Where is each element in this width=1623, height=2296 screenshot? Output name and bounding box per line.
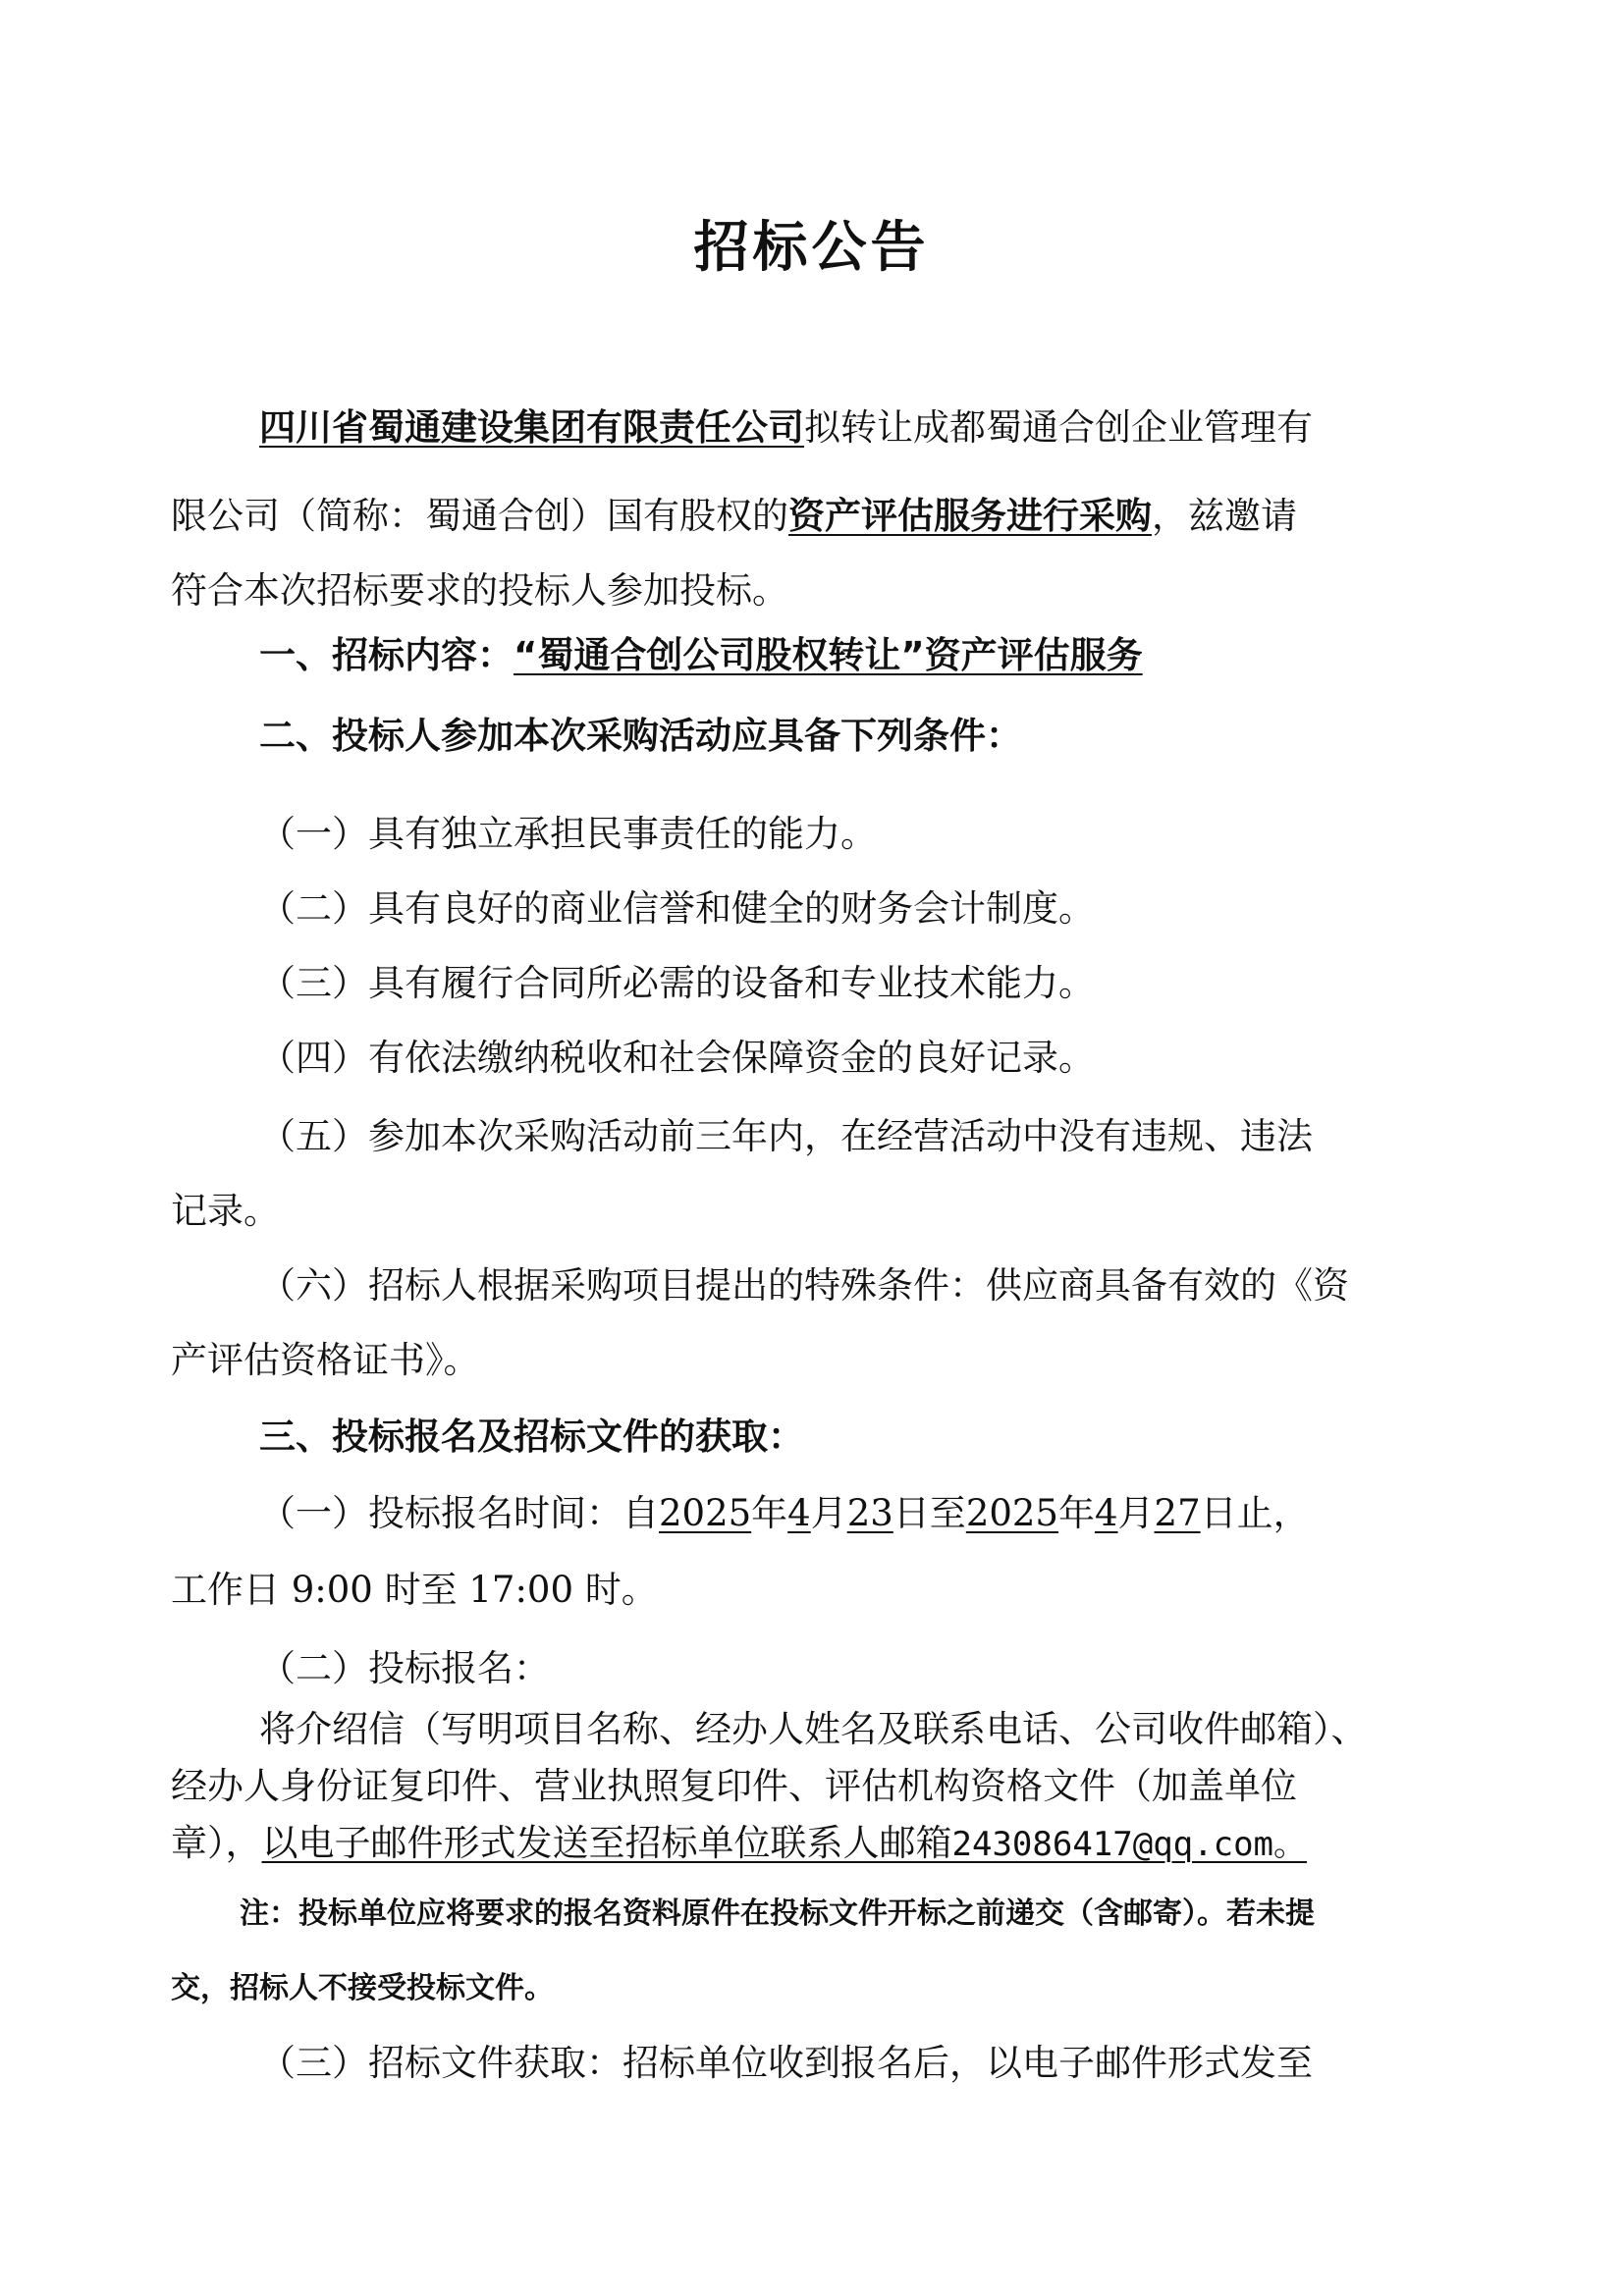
- section2-item-5-line-1: （五）参加本次采购活动前三年内，在经营活动中没有违规、违法: [259, 1115, 1313, 1157]
- section3-heading: 三、投标报名及招标文件的获取：: [259, 1415, 804, 1458]
- intro-line-2: [171, 493, 1467, 540]
- intro-line-3: 符合本次招标要求的投标人参加投标。: [171, 569, 788, 612]
- company-name: 四川省蜀通建设集团有限责任公司: [259, 406, 804, 449]
- signup-heading: （二）投标报名：: [259, 1647, 550, 1689]
- obtain-line: （三）招标文件获取：招标单位收到报名后，以电子邮件形式发至: [259, 2042, 1313, 2084]
- end-year: 2025: [965, 1492, 1058, 1534]
- section2-item-2: （二）具有良好的商业信誉和健全的财务会计制度。: [259, 887, 1095, 930]
- note-line-2: 交，招标人不接受投标文件。: [171, 1971, 554, 2005]
- section1-label: 一、招标内容：: [259, 634, 514, 676]
- intro-line-1: [259, 404, 1467, 452]
- signup-time-line-2: 工作日 9:00 时至 17:00 时。: [171, 1569, 658, 1611]
- month-char-1: 月: [810, 1492, 847, 1534]
- signup-line-1: 将介绍信（写明项目名称、经办人姓名及联系电话、公司收件邮箱）、: [259, 1708, 1368, 1750]
- signup-line-2: 经办人身份证复印件、营业执照复印件、评估机构资格文件（加盖单位: [171, 1765, 1297, 1807]
- start-month: 4: [787, 1492, 811, 1534]
- document-title: 招标公告: [693, 216, 930, 280]
- intro-text-3: ，兹邀请: [1152, 495, 1297, 537]
- signup-time-line-1: [259, 1490, 1467, 1537]
- section2-item-6-line-2: 产评估资格证书》。: [171, 1339, 480, 1381]
- service-name: 资产评估服务进行采购: [788, 495, 1152, 537]
- section2-item-1: （一）具有独立承担民事责任的能力。: [259, 813, 877, 855]
- section2-item-3: （三）具有履行合同所必需的设备和专业技术能力。: [259, 962, 1095, 1004]
- note-line-1: 注：投标单位应将要求的报名资料原件在投标文件开标之前递交（含邮寄）。若未提: [240, 1896, 1315, 1931]
- start-year: 2025: [659, 1492, 752, 1534]
- section1-line: [259, 632, 1467, 679]
- section2-item-5-line-2: 记录。: [171, 1190, 280, 1232]
- section2-heading: 二、投标人参加本次采购活动应具备下列条件：: [259, 715, 1022, 757]
- signup-email-instruction: 以电子邮件形式发送至招标单位联系人邮箱: [261, 1822, 952, 1864]
- intro-text-1: 拟转让成都蜀通合创企业管理有: [804, 406, 1313, 449]
- end-day: 27: [1154, 1492, 1201, 1534]
- contact-email: 243086417@qq.com。: [951, 1825, 1308, 1864]
- section1-content: “蜀通合创公司股权转让”资产评估服务: [514, 634, 1143, 676]
- day-to-char: 日至: [893, 1492, 966, 1534]
- end-month: 4: [1094, 1492, 1118, 1534]
- section2-item-4: （四）有依法缴纳税收和社会保障资金的良好记录。: [259, 1037, 1095, 1079]
- month-char-2: 月: [1117, 1492, 1155, 1534]
- start-day: 23: [846, 1492, 893, 1534]
- intro-text-2: 限公司（简称：蜀通合创）国有股权的: [171, 495, 788, 537]
- signup-line-3-prefix: 章），: [171, 1822, 262, 1864]
- day-end-char: 日止，: [1200, 1492, 1310, 1534]
- year-char-1: 年: [751, 1492, 788, 1534]
- signup-time-prefix: （一）投标报名时间：自: [259, 1492, 659, 1534]
- signup-line-3: [171, 1820, 1467, 1868]
- year-char-2: 年: [1057, 1492, 1095, 1534]
- section2-item-6-line-1: （六）招标人根据采购项目提出的特殊条件：供应商具备有效的《资: [259, 1264, 1349, 1307]
